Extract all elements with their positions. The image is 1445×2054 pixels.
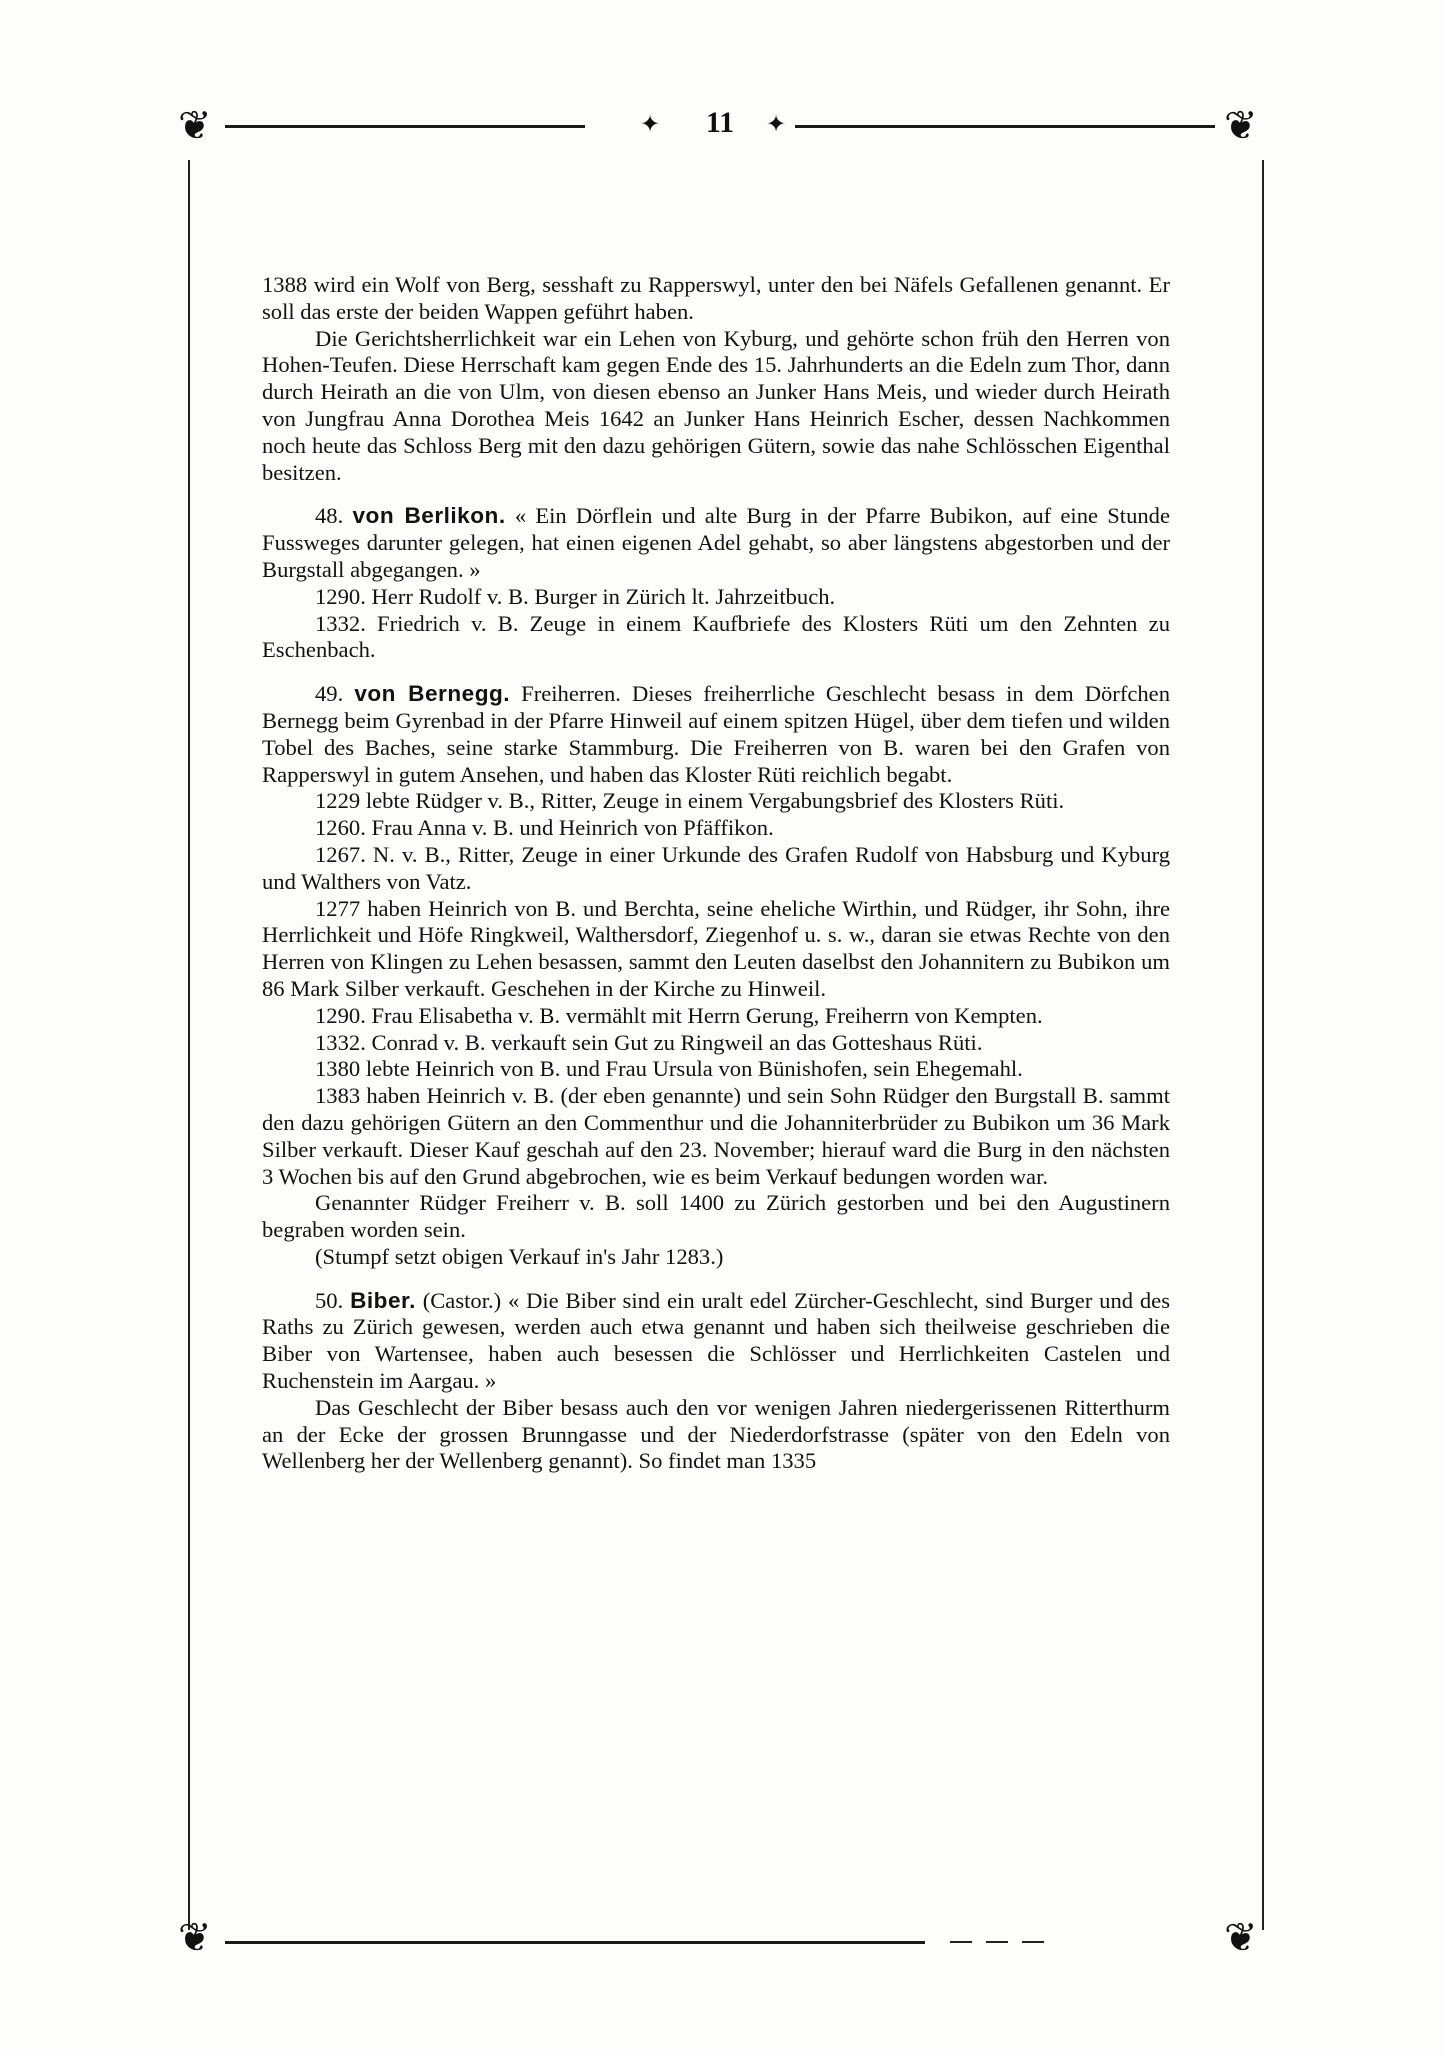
corner-ornament-bottom-left-icon: ❦ <box>178 1915 212 1961</box>
entry-item: 1260. Frau Anna v. B. und Heinrich von Pfäffikon. <box>315 815 774 841</box>
entry-number: 48. <box>315 503 344 529</box>
entry-50 <box>262 1288 1170 1395</box>
entry-item: (Stumpf setzt obigen Verkauf in's Jahr 1283.) <box>315 1243 724 1269</box>
header-rule-left <box>225 125 585 128</box>
entry-item: 1277 haben Heinrich von B. und Berchta, seine eheliche Wirthin, und Rüdger, ihr Sohn, ihre Herrlichkeit und Höfe Ringkweil, Walthersdorf, Ziegenhof u. s. w., daran sie etwas Rechte von den Herren von Klingen zu Lehen besassen, sammt den Leuten daselbst den Johannitern zu Bubikon um 86 Mark Silber verkauft. Geschehen in der Kirche zu Hinweil. <box>262 895 1170 1001</box>
entry-item: 1267. N. v. B., Ritter, Zeuge in einer Urkunde des Grafen Rudolf von Habsburg und Kyburg und Walthers von Vatz. <box>262 841 1170 894</box>
entry-number: 49. <box>315 681 344 707</box>
entry-item: 1332. Friedrich v. B. Zeuge in einem Kaufbriefe des Klosters Rüti um den Zehnten zu Eschenbach. <box>262 610 1170 663</box>
entry-number: 50. <box>315 1287 344 1313</box>
entry-48 <box>262 503 1170 583</box>
paragraph: 1388 wird ein Wolf von Berg, sesshaft zu Rapperswyl, unter den bei Näfels Gefallenen genannt. Er soll das erste der beiden Wappen geführt haben. <box>262 272 1170 324</box>
entry-item: 1380 lebte Heinrich von B. und Frau Ursula von Bünishofen, sein Ehegemahl. <box>315 1056 1023 1082</box>
corner-ornament-top-left-icon: ❦ <box>178 103 212 149</box>
entry-item: Das Geschlecht der Biber besass auch den vor wenigen Jahren niedergerissenen Ritterthurm an der Ecke der grossen Brunngasse und der Niederdorfstrasse (später von den Edeln von Wellenberg her der Wellenberg genannt). So findet man 1335 <box>262 1394 1170 1474</box>
footer-rule <box>225 1941 925 1944</box>
entry-name: Biber. <box>350 1287 416 1313</box>
entry-text: (Castor.) « Die Biber sind ein uralt edel Zürcher-Geschlecht, sind Burger und des Raths zu Zürich gewesen, werden auch etwa genannt und haben sich theilweise geschrieben die Biber von Wartensee, haben auch besessen die Schlösser und Herrlichkeiten Castelen und Ruchenstein im Aargau. » <box>262 1287 1170 1394</box>
paragraph: Die Gerichtsherrlichkeit war ein Lehen von Kyburg, und gehörte schon früh den Herren von Hohen-Teufen. Diese Herrschaft kam gegen Ende des 15. Jahrhunderts an die Edeln zum Thor, dann durch Heirath an die von Ulm, von diesen ebenso an Junker Hans Meis, und wieder durch Heirath von Jungfrau Anna Dorothea Meis 1642 an Junker Hans Heinrich Escher, dessen Nachkommen noch heute das Schloss Berg mit den dazu gehörigen Gütern, sowie das nahe Schlösschen Eigenthal besitzen. <box>262 325 1170 485</box>
page-number: 11 <box>705 106 735 139</box>
frame-border-right <box>1262 160 1264 1930</box>
entry-name: von Berlikon. <box>352 503 506 529</box>
entry-49 <box>262 681 1170 788</box>
entry-text: Freiherren. Dieses freiherrliche Geschlecht besass in dem Dörfchen Bernegg beim Gyrenbad in der Pfarre Hinweil auf einem spitzen Hügel, über dem tiefen und wilden Tobel des Baches, seine starke Stammburg. Die Freiherren von B. waren bei den Grafen von Rapperswyl in gutem Ansehen, und haben das Kloster Rüti reichlich begabt. <box>262 681 1171 787</box>
corner-ornament-bottom-right-icon: ❦ <box>1224 1915 1258 1961</box>
entry-item: 1383 haben Heinrich v. B. (der eben genannte) und sein Sohn Rüdger den Burgstall B. sammt den dazu gehörigen Gütern an den Commenthur und die Johanniterbrüder zu Bubikon um 36 Mark Silber verkauft. Dieser Kauf geschah auf den 23. November; hierauf ward die Burg in den nächsten 3 Wochen bis auf den Grund abgebrochen, wie es beim Verkauf bedungen worden war. <box>262 1083 1170 1189</box>
entry-item: 1332. Conrad v. B. verkauft sein Gut zu Ringweil an das Gotteshaus Rüti. <box>315 1029 983 1055</box>
corner-ornament-top-right-icon: ❦ <box>1224 103 1258 149</box>
footer-rule-dashes <box>950 1941 1050 1943</box>
entry-name: von Bernegg. <box>354 681 511 707</box>
body-text <box>262 272 1170 1475</box>
frame-border-left <box>188 160 190 1930</box>
star-ornament-icon: ✦ <box>640 110 661 138</box>
entry-item: Genannter Rüdger Freiherr v. B. soll 1400 zu Zürich gestorben und bei den Augustinern begraben worden sein. <box>262 1190 1170 1243</box>
entry-item: 1290. Herr Rudolf v. B. Burger in Zürich lt. Jahrzeitbuch. <box>315 583 836 609</box>
star-ornament-icon: ✦ <box>766 110 787 138</box>
entry-item: 1290. Frau Elisabetha v. B. vermählt mit Herrn Gerung, Freiherrn von Kempten. <box>315 1002 1043 1028</box>
entry-item: 1229 lebte Rüdger v. B., Ritter, Zeuge in einem Vergabungsbrief des Klosters Rüti. <box>315 788 1065 814</box>
header-rule-right <box>795 125 1215 128</box>
entry-text: « Ein Dörflein und alte Burg in der Pfarre Bubikon, auf eine Stunde Fussweges darunter gelegen, hat einen eigenen Adel gehabt, so aber längstens abgestorben und der Burgstall abgegangen. » <box>262 503 1170 582</box>
